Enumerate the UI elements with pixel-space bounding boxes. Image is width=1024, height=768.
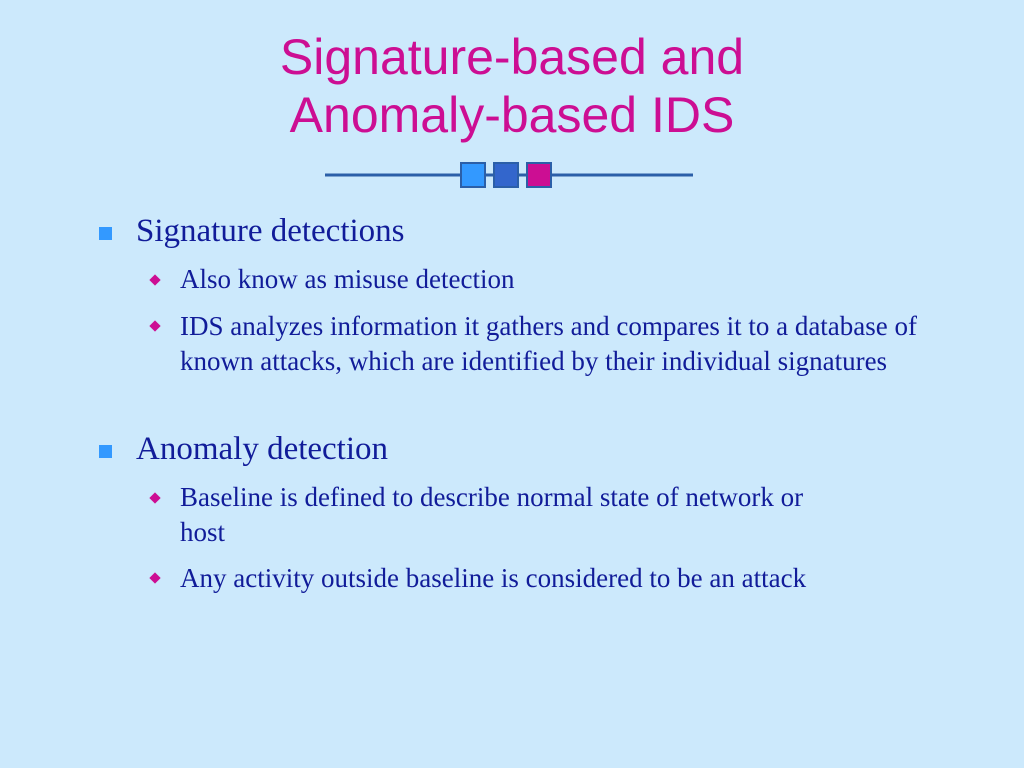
diamond-bullet-icon	[149, 492, 160, 503]
title-line-1: Signature-based and	[279, 29, 745, 85]
subbullet-misuse-detection: Also know as misuse detection	[180, 264, 515, 294]
subbullet-ids-analyzes: IDS analyzes information it gathers and compares it to a database of known attacks, which are identified by their individual signatures	[180, 311, 918, 376]
bullet-signature-detections: Signature detections	[136, 213, 405, 249]
square-bullet-icon	[99, 445, 112, 458]
subbullet-activity-outside-baseline: Any activity outside baseline is considered to be an attack	[180, 563, 807, 593]
diamond-bullet-icon	[149, 274, 160, 285]
title-line-2: Anomaly-based IDS	[289, 87, 735, 143]
square-bullet-icon	[99, 227, 112, 240]
bullet-anomaly-detection: Anomaly detection	[136, 431, 389, 467]
subbullet-baseline-defined: Baseline is defined to describe normal state of network or host	[180, 482, 804, 547]
diamond-bullet-icon	[149, 320, 160, 331]
diamond-bullet-icon	[149, 572, 160, 583]
